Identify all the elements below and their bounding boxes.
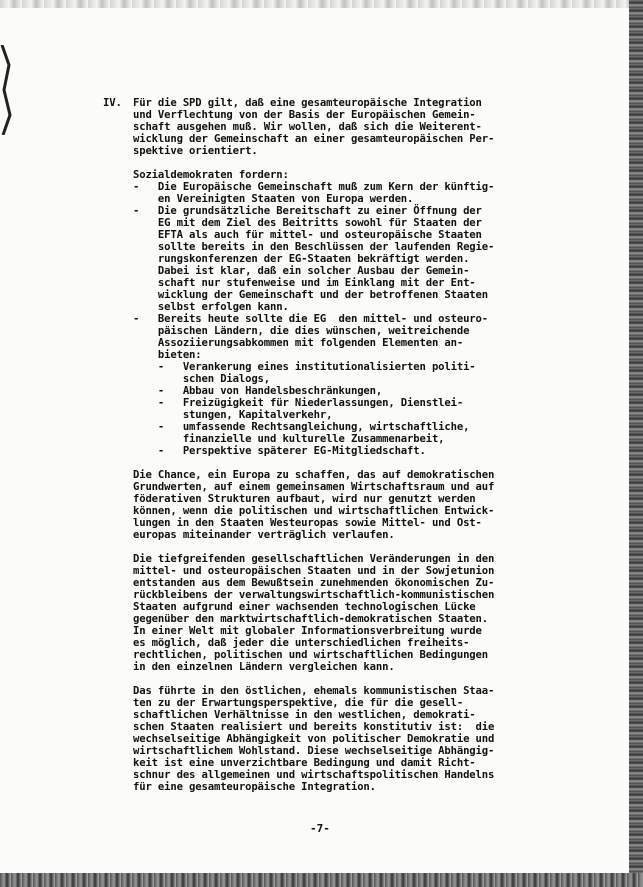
sub-list-item: schen Dialogs, [133,373,271,385]
text-line: schnur des allgemeinen und wirtschaftspolitischen Handelns [133,769,495,781]
sub-list-item: - Verankerung eines institutionalisierten politi- [133,361,476,373]
sub-list-item: - Freizügigkeit für Niederlassungen, Dienstlei- [133,397,464,409]
text-line: schaftlichen Verhältnisse in den westlichen, demokrati- [133,709,476,721]
list-item: selbst erfolgen kann. [133,301,289,313]
list-item: wicklung der Gemeinschaft und der betroffenen Staaten [133,289,488,301]
text-line: wirtschaftlichem Wohlstand. Diese wechselseitige Abhängig- [133,745,495,757]
text-line: keit ist eine unverzichtbare Bedingung und damit Richt- [133,757,476,769]
page-number: -7- [310,822,330,835]
text-line: In einer Welt mit globaler Informationsverbreitung wurde [133,625,482,637]
text-line: rechtlichen, politischen und wirtschaftlichen Bedingungen [133,649,488,661]
scan-edge-right [629,0,643,887]
text-line: schen Staaten realisiert und bereits konstitutiv ist: die [133,721,495,733]
list-item: - Die grundsätzliche Bereitschaft zu einer Öffnung der [133,205,482,217]
text-line: wicklung der Gemeinschaft an einer gesamteuropäischen Per- [133,133,495,145]
text-line: lungen in den Staaten Westeuropas sowie Mittel- und Ost- [133,517,482,529]
text-line: schaft ausgehen muß. Wir wollen, daß sich die Weiterent- [133,121,482,133]
text-line: europas miteinander verträglich verlaufen. [133,529,395,541]
text-line: ten zu der Erwartungsperspektive, die für die gesell- [133,697,464,709]
text-line: wechselseitige Abhängigkeit von politischer Demokratie und [133,733,495,745]
text-line: Das führte in den östlichen, ehemals kommunistischen Staa- [133,685,495,697]
text-line: Die tiefgreifenden gesellschaftlichen Veränderungen in den [133,553,495,565]
list-item: EFTA als auch für mittel- und osteuropäische Staaten [133,229,482,241]
text-line: mittel- und osteuropäischen Staaten und in der Sowjetunion [133,565,495,577]
sub-list-item: - umfassende Rechtsangleichung, wirtschaftliche, [133,421,470,433]
list-item: schaft nur stufenweise und im Einklang mit der Ent- [133,277,476,289]
text-line: rückbleibens der verwaltungswirtschaftlich-kommunistischen [133,589,495,601]
list-item: - Die Europäische Gemeinschaft muß zum Kern der künftig- [133,181,495,193]
binding-mark [0,45,14,135]
list-item: en Vereinigten Staaten von Europa werden. [133,193,414,205]
list-item: EG mit dem Ziel des Beitritts sowohl für Staaten der [133,217,482,229]
text-line: in den einzelnen Ländern vergleichen kann. [133,661,395,673]
section-number: IV. [103,97,122,109]
list-item: sollte bereits in den Beschlüssen der laufenden Regie- [133,241,495,253]
sub-list-item: stungen, Kapitalverkehr, [133,409,333,421]
text-line: Sozialdemokraten fordern: [133,169,289,181]
text-line: für eine gesamteuropäische Integration. [133,781,376,793]
list-item: Dabei ist klar, daß ein solcher Ausbau der Gemein- [133,265,470,277]
list-item: rungskonferenzen der EG-Staaten bekräftigt werden. [133,253,470,265]
text-line: spektive orientiert. [133,145,258,157]
sub-list-item: finanzielle und kulturelle Zusammenarbeit, [133,433,445,445]
sub-list-item: - Perspektive späterer EG-Mitgliedschaft. [133,445,426,457]
text-line: Grundwerten, auf einem gemeinsamen Wirtschaftsraum und auf [133,481,495,493]
list-item: bieten: [133,349,202,361]
list-item: Assoziierungsabkommen mit folgenden Elementen an- [133,337,464,349]
text-line: und Verflechtung von der Basis der Europäischen Gemein- [133,109,476,121]
text-line: es möglich, daß jeder die unterschiedlichen freiheits- [133,637,470,649]
text-line: Staaten aufgrund einer wachsenden technologischen Lücke [133,601,476,613]
text-line: entstanden aus dem Bewußtsein zunehmenden ökonomischen Zu- [133,577,495,589]
scan-noise-top [0,0,643,8]
text-line: Für die SPD gilt, daß eine gesamteuropäische Integration [133,97,482,109]
scan-edge-bottom [0,873,643,887]
text-line: gegenüber den marktwirtschaftlich-demokratischen Staaten. [133,613,488,625]
sub-list-item: - Abbau von Handelsbeschränkungen, [133,385,383,397]
text-line: Die Chance, ein Europa zu schaffen, das auf demokratischen [133,469,495,481]
list-item: päischen Ländern, die dies wünschen, weitreichende [133,325,470,337]
list-item: - Bereits heute sollte die EG den mittel- und osteuro- [133,313,488,325]
text-line: föderativen Strukturen aufbaut, wird nur genutzt werden [133,493,476,505]
text-line: können, wenn die politischen und wirtschaftlichen Entwick- [133,505,495,517]
